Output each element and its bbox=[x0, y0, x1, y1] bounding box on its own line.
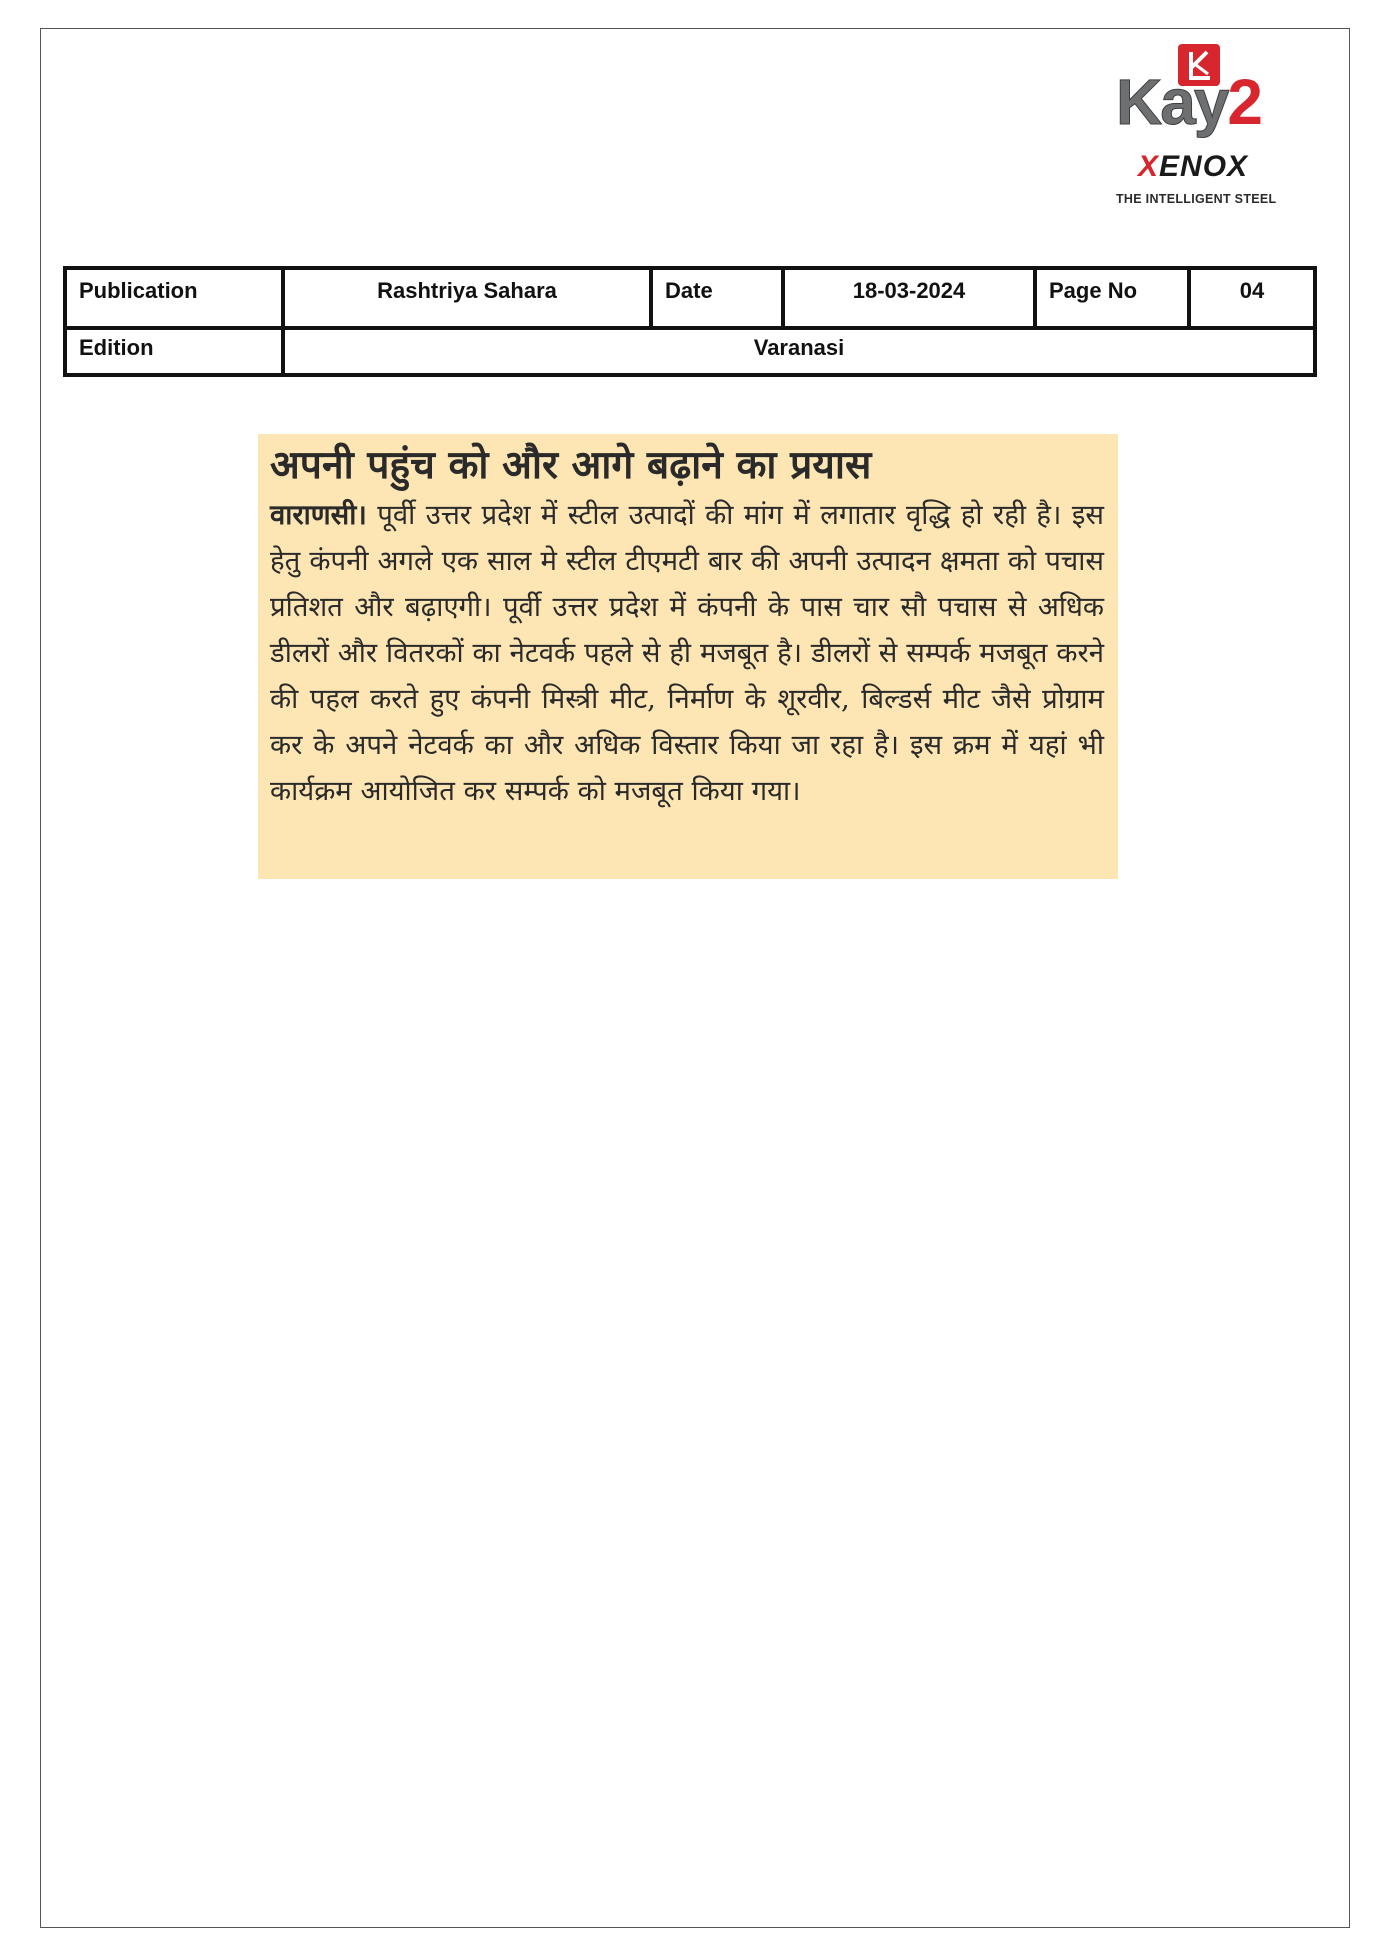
page-no-label: Page No bbox=[1035, 268, 1189, 328]
publication-label: Publication bbox=[65, 268, 283, 328]
page-no-value: 04 bbox=[1189, 268, 1315, 328]
kay2-xenox-logo bbox=[1112, 40, 1292, 215]
publication-info-table bbox=[63, 266, 1317, 377]
article-headline: अपनी पहुंच को और आगे बढ़ाने का प्रयास bbox=[270, 443, 872, 488]
brand-name bbox=[1116, 66, 1261, 138]
article-body bbox=[270, 492, 1104, 814]
date-value: 18-03-2024 bbox=[783, 268, 1035, 328]
edition-value: Varanasi bbox=[283, 328, 1315, 375]
newspaper-clipping bbox=[258, 434, 1118, 879]
publication-value: Rashtriya Sahara bbox=[283, 268, 651, 328]
brand-sub-x: X bbox=[1138, 150, 1160, 183]
brand-name-two: 2 bbox=[1227, 66, 1261, 138]
date-label: Date bbox=[651, 268, 783, 328]
edition-row bbox=[65, 328, 1315, 375]
publication-row bbox=[65, 268, 1315, 328]
brand-sub-xenox bbox=[1138, 150, 1248, 184]
brand-name-kay: Kay bbox=[1116, 66, 1228, 138]
brand-tagline: THE INTELLIGENT STEEL bbox=[1116, 192, 1277, 206]
article-dateline: वाराणसी। bbox=[270, 498, 367, 531]
article-body-text: पूर्वी उत्तर प्रदेश में स्टील उत्पादों की मांग में लगातार वृद्धि हो रही है। इस हेतु कंपनी अगले एक साल मे स्टील टीएमटी बार की अपनी उत्पादन क्षमता को पचास प्रतिशत और बढ़ाएगी। पूर्वी उत्तर प्रदेश में कंपनी के पास चार सौ पचास से अधिक डीलरों और वितरकों का नेटवर्क पहले से ही मजबूत है। डीलरों से सम्पर्क मजबूत करने की पहल करते हुए कंपनी मिस्त्री मीट, निर्माण के शूरवीर, बिल्डर्स मीट जैसे प्रोग्राम कर के अपने नेटवर्क का और अधिक विस्तार किया जा रहा है। इस क्रम में यहां भी कार्यक्रम आयोजित कर सम्पर्क को मजबूत किया गया। bbox=[270, 498, 1104, 807]
edition-label: Edition bbox=[65, 328, 283, 375]
brand-sub-rest: ENOX bbox=[1159, 150, 1249, 183]
